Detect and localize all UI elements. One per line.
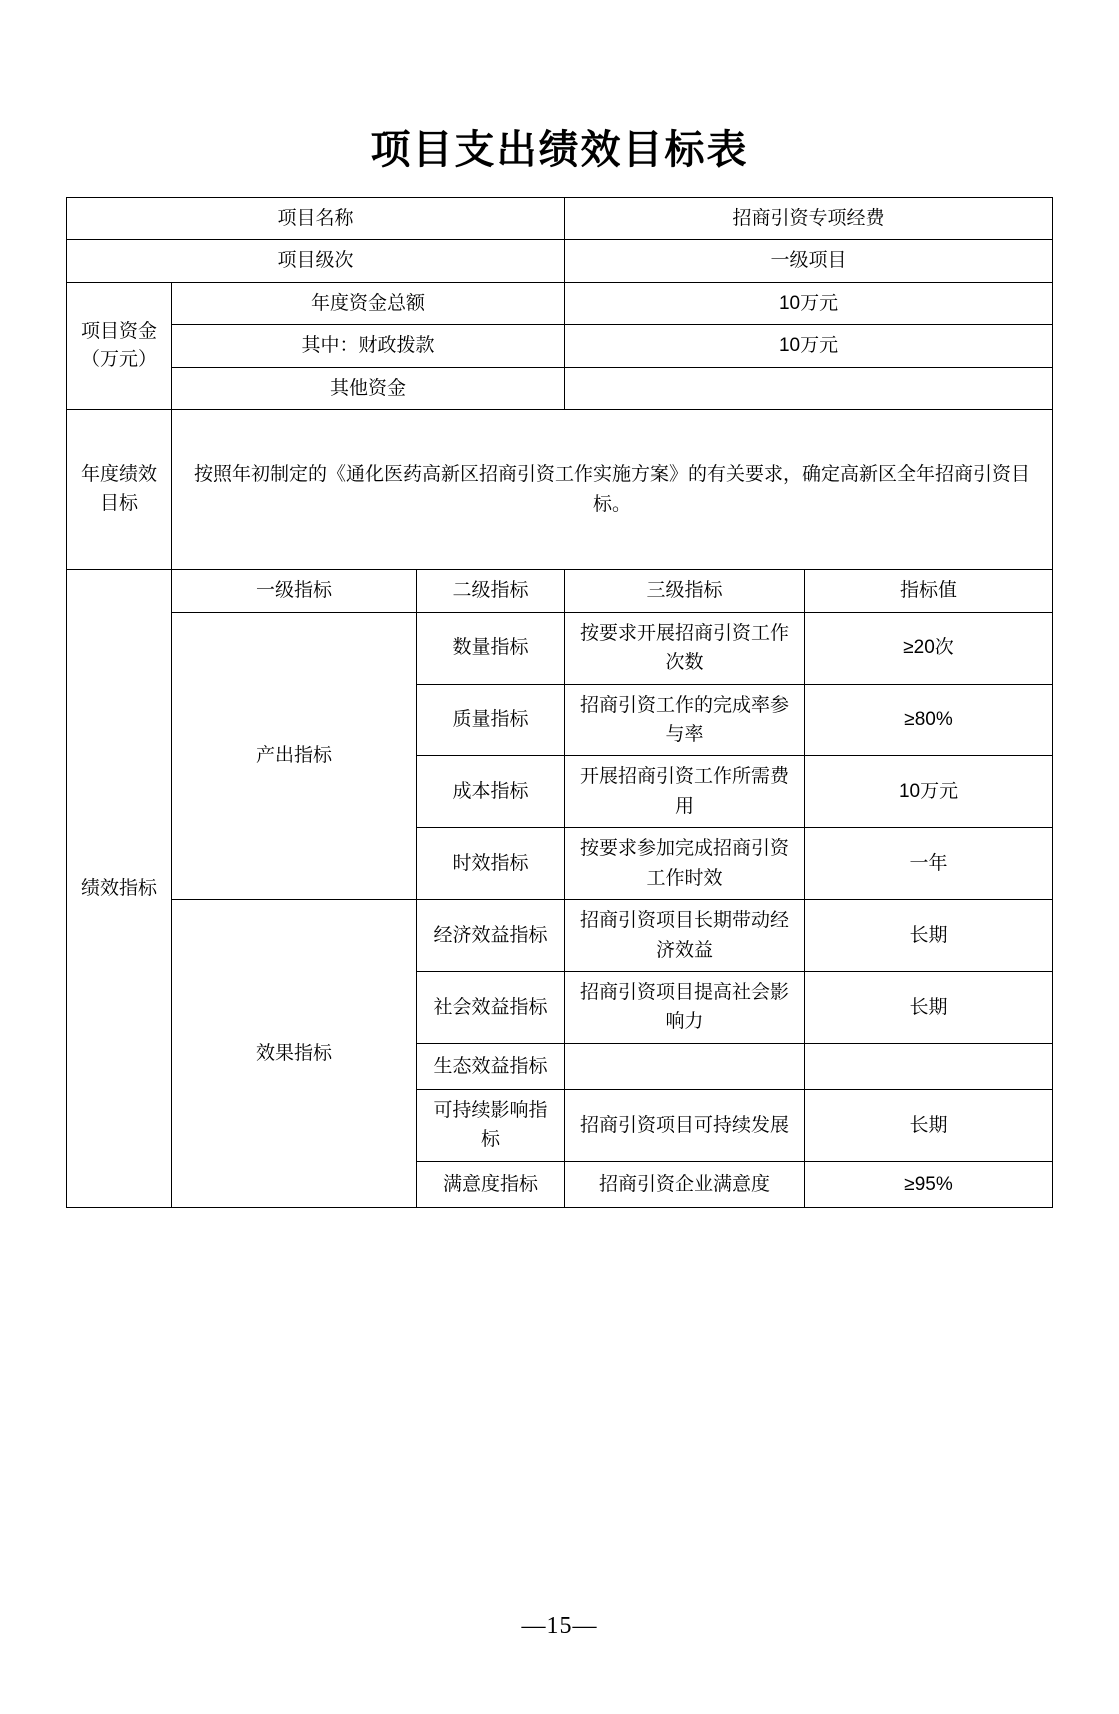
table-row	[66, 325, 1052, 367]
table-row	[66, 282, 1052, 324]
indicator-level2: 经济效益指标	[416, 900, 564, 972]
indicator-value: ≥20次	[805, 612, 1053, 684]
indicator-level3: 招商引资企业满意度	[565, 1161, 805, 1207]
indicators-section-label: 绩效指标	[66, 570, 171, 1208]
indicator-level3: 招商引资工作的完成率参与率	[565, 684, 805, 756]
indicator-level2: 生态效益指标	[416, 1043, 564, 1089]
annual-goal-label-line1: 年度绩效	[80, 464, 157, 486]
funds-label-line1: 项目资金	[80, 320, 157, 342]
indicator-value: ≥95%	[805, 1161, 1053, 1207]
table-row	[66, 240, 1052, 282]
indicator-level2: 质量指标	[416, 684, 564, 756]
indicator-value: ≥80%	[805, 684, 1053, 756]
table-row	[66, 900, 1052, 972]
indicator-level3: 按要求开展招商引资工作次数	[565, 612, 805, 684]
indicator-value: 长期	[805, 1089, 1053, 1161]
indicator-level1-effect: 效果指标	[171, 900, 416, 1208]
indicator-value: 10万元	[805, 756, 1053, 828]
funds-row-value	[565, 367, 1053, 409]
indicator-level3: 招商引资项目长期带动经济效益	[565, 900, 805, 972]
page-title: 项目支出绩效目标表	[370, 127, 749, 172]
table-row	[66, 410, 1052, 570]
funds-label	[66, 282, 171, 409]
table-row	[66, 570, 1052, 612]
annual-goal-label-line2: 目标	[99, 492, 138, 514]
table-row	[66, 198, 1052, 240]
performance-goal-table	[66, 197, 1053, 1208]
indicator-level2: 数量指标	[416, 612, 564, 684]
indicator-value: 长期	[805, 972, 1053, 1044]
column-header-value: 指标值	[805, 570, 1053, 612]
indicator-value: 一年	[805, 828, 1053, 900]
indicator-level3	[565, 1043, 805, 1089]
project-name-label: 项目名称	[66, 198, 564, 240]
column-header-level2: 二级指标	[416, 570, 564, 612]
project-name-value: 招商引资专项经费	[565, 198, 1053, 240]
indicator-level3: 招商引资项目提高社会影响力	[565, 972, 805, 1044]
indicator-level1-output: 产出指标	[171, 612, 416, 900]
column-header-level1: 一级指标	[171, 570, 416, 612]
table-row	[66, 612, 1052, 684]
page-number: —15—	[521, 1613, 598, 1639]
funds-row-value: 10万元	[565, 325, 1053, 367]
project-level-value: 一级项目	[565, 240, 1053, 282]
indicator-level3: 按要求参加完成招商引资工作时效	[565, 828, 805, 900]
indicator-level2: 社会效益指标	[416, 972, 564, 1044]
indicator-level3: 开展招商引资工作所需费用	[565, 756, 805, 828]
indicator-level2: 成本指标	[416, 756, 564, 828]
indicator-level2: 可持续影响指标	[416, 1089, 564, 1161]
project-level-label: 项目级次	[66, 240, 564, 282]
indicator-level3: 招商引资项目可持续发展	[565, 1089, 805, 1161]
funds-row-name: 其他资金	[171, 367, 564, 409]
funds-row-name: 年度资金总额	[171, 282, 564, 324]
annual-goal-text: 按照年初制定的《通化医药高新区招商引资工作实施方案》的有关要求，确定高新区全年招商引资目标。	[171, 410, 1052, 570]
indicator-value	[805, 1043, 1053, 1089]
funds-row-value: 10万元	[565, 282, 1053, 324]
funds-label-line2: （万元）	[80, 349, 157, 371]
annual-goal-label	[66, 410, 171, 570]
indicator-value: 长期	[805, 900, 1053, 972]
table-row	[66, 367, 1052, 409]
column-header-level3: 三级指标	[565, 570, 805, 612]
funds-row-name: 其中：财政拨款	[171, 325, 564, 367]
document-page	[0, 118, 1119, 1714]
indicator-level2: 满意度指标	[416, 1161, 564, 1207]
indicator-level2: 时效指标	[416, 828, 564, 900]
